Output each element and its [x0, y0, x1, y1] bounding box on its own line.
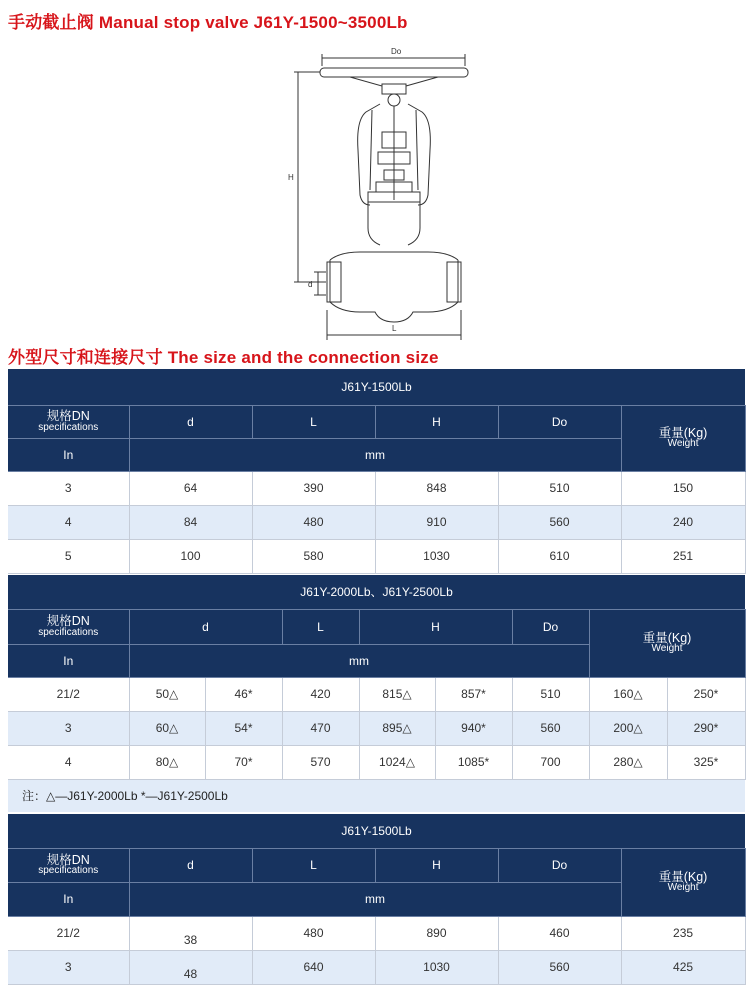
label-l: L [392, 324, 397, 333]
col-l-header: L [252, 405, 375, 438]
unit-in: In [8, 644, 129, 677]
col-d-header: d [129, 609, 282, 644]
table-row: 21/2 50△ 46* 420 815△ 857* 510 160△ 250* [8, 677, 745, 711]
spec-header: 规格DN specifications [8, 848, 129, 882]
col-do-header: Do [498, 405, 621, 438]
unit-mm: mm [129, 882, 621, 916]
col-d-header: d [129, 405, 252, 438]
col-h-header: H [375, 405, 498, 438]
spec-header: 规格DN specifications [8, 609, 129, 644]
table-row: 4 80△ 70* 570 1024△ 1085* 700 280△ 325* [8, 745, 745, 779]
unit-in: In [8, 882, 129, 916]
table-row: 3 60△ 54* 470 895△ 940* 560 200△ 290* [8, 711, 745, 745]
table-title: J61Y-1500Lb [8, 369, 745, 405]
spec-header: 规格DN specifications [8, 405, 129, 438]
page-title: 手动截止阀 Manual stop valve J61Y-1500~3500Lb [8, 13, 408, 32]
valve-drawing [270, 40, 480, 345]
size-table-2000-2500lb [8, 575, 746, 780]
label-h: H [288, 173, 294, 182]
table-row: 3 48 640 1030 560 425 [8, 950, 745, 984]
section-title: 外型尺寸和连接尺寸 The size and the connection size [8, 348, 439, 367]
table-row: 4 84 480 910 560 240 [8, 505, 745, 539]
col-l-header: L [252, 848, 375, 882]
table-row: 21/2 38 480 890 460 235 [8, 916, 745, 950]
table-note: 注：△—J61Y-2000Lb *—J61Y-2500Lb [8, 780, 745, 812]
unit-mm: mm [129, 438, 621, 471]
col-h-header: H [375, 848, 498, 882]
weight-header: 重量(Kg) Weight [621, 848, 745, 916]
col-h-header: H [359, 609, 512, 644]
label-d: d [308, 280, 313, 289]
col-do-header: Do [498, 848, 621, 882]
unit-in: In [8, 438, 129, 471]
size-table-1500lb-small [8, 814, 746, 985]
col-d-header: d [129, 848, 252, 882]
unit-mm: mm [129, 644, 589, 677]
size-table-1500lb [8, 369, 746, 574]
table-title: J61Y-1500Lb [8, 814, 745, 848]
table-title: J61Y-2000Lb、J61Y-2500Lb [8, 575, 745, 609]
table-row: 3 64 390 848 510 150 [8, 471, 745, 505]
weight-header: 重量(Kg) Weight [621, 405, 745, 471]
table-row: 5 100 580 1030 610 251 [8, 539, 745, 573]
label-do: Do [391, 47, 402, 56]
col-l-header: L [282, 609, 359, 644]
weight-header: 重量(Kg) Weight [589, 609, 745, 677]
col-do-header: Do [512, 609, 589, 644]
